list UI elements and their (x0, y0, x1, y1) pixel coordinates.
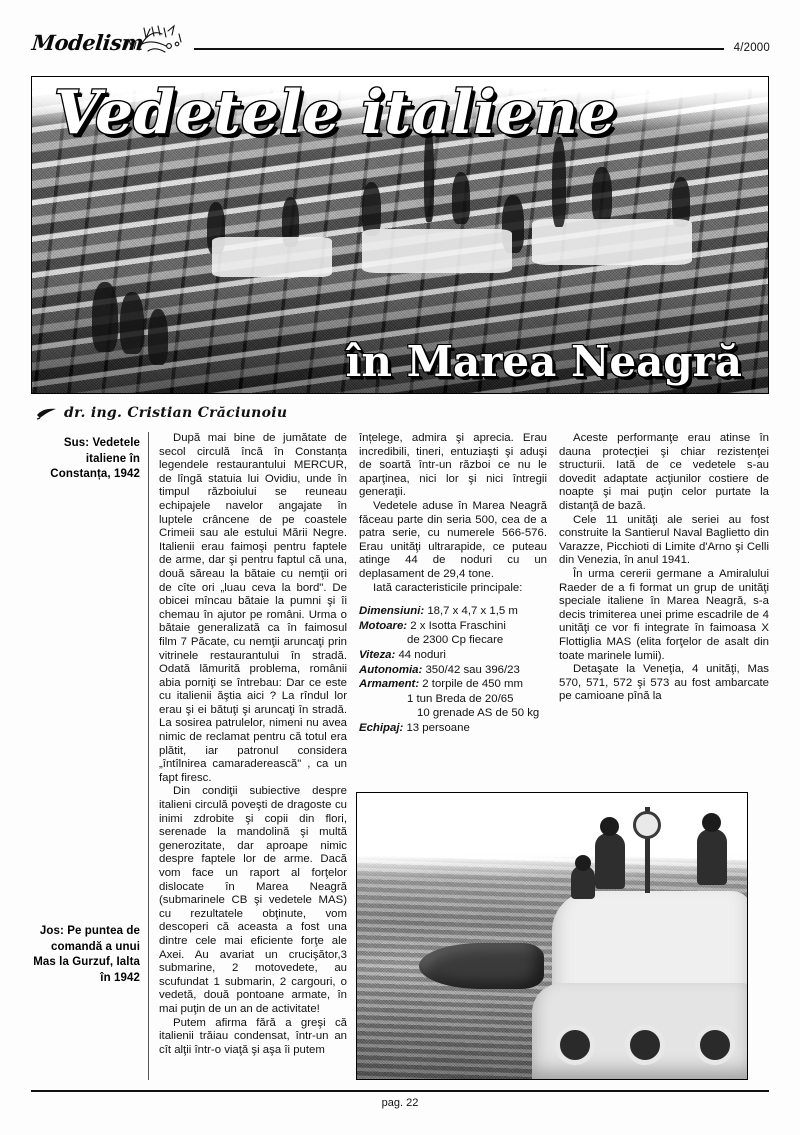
photo-porthole (695, 1025, 735, 1065)
bottom-photo-frame (356, 792, 748, 1080)
spec-label: Dimensiuni: (359, 605, 425, 618)
pen-nib-icon (36, 406, 58, 420)
paragraph: După mai bine de jumătate de secol circulă încă în Constanța legendele restaurantului MERCUR, de lîngă statuia lui Ovidiu, unde în timpul războiului se reuneau echipajele navelor angajate în luptele crâncene de pe coastele Crimeii sau ale estului Mării Negre. Italienii erau faimoşi pentru faptele de arme, dar şi pentru faptul că una, două săreau la bătaie cu nemţii ori de cîte ori „luau ceva la bord". De obicei mîncau bătaie la pumni şi îi chemau în ajutor pe români. Urma o bătaie generalizată ca în faimosul film 7 Păcate, cu nemţii aruncaţi prin vitrinele restaurantului în stradă. Odată lămurită problema, românii abia porniţi se întrebau: Dar ce este cu italienii ăştia aici ? La rîndul lor erau şi ei bătuţi şi aruncaţi în stradă. La sosirea patrulelor, nimeni nu avea nimic de reclamat pentru că totul era plătit, iar patronul considera „întîlnirea camaraderească" , ca un fapt firesc. (159, 432, 347, 784)
spec-value: 44 noduri (395, 648, 446, 661)
issue-number: 4/2000 (733, 42, 770, 54)
photo-crew-head (702, 813, 721, 832)
spec-value-continued: de 2300 Cp fiecare (407, 634, 504, 647)
photo-crew-member (595, 833, 625, 889)
spec-label: Autonomia: (359, 663, 423, 676)
byline (36, 405, 287, 421)
article-subtitle: în Marea Neagră (345, 337, 742, 386)
photo-caption-top: Sus: Vedetele italiene în Constanța, 1942 (50, 437, 140, 480)
page-number: pag. 22 (381, 1097, 419, 1109)
spec-value: 2 torpile de 450 mm (419, 678, 523, 691)
spec-row (359, 648, 547, 663)
caption-sidebar (31, 432, 149, 1080)
spec-value-continued: 1 tun Breda de 20/65 (407, 692, 514, 705)
spec-row (359, 721, 547, 736)
text-column-2 (359, 432, 547, 735)
spec-value: 350/42 sau 396/23 (422, 663, 520, 676)
photo-torpedo (419, 943, 544, 989)
paragraph: Cele 11 unităţi ale seriei au fost construite la Santierul Naval Baglietto din Varazze, Picchioti di Limite d'Arno şi Celli din Venezia, în anul 1941. (559, 513, 769, 567)
spec-row (359, 677, 547, 692)
paragraph: Vedetele aduse în Marea Neagră făceau parte din seria 500, cea de a patra serie, cu numerele 566-576. Erau unităţi ultrarapide, ce puteau atinge 44 de noduri cu un deplasament de 29,4 tone. (359, 499, 547, 580)
spec-value: 2 x Isotta Fraschini (407, 619, 506, 632)
spec-value: 13 persoane (403, 721, 470, 734)
masthead (30, 22, 770, 68)
masthead-divider (194, 48, 724, 50)
paragraph: Din condiţii subiective despre italieni circulă poveşti de dragoste cu inimi zdrobite şi copii din flori, serenade la mandolină şi multă generozitate, dar aproape nimic despre faptele lor de arme. Dacă vom face un raport al forţelor dislocate în Marea Neagră (submarinele CB şi vedetele MAS) cu rezultatele obţinute, vom descoperi că aceasta a fost una dintre cele mai eficiente forţe ale Axei. Au avariat un crucişător,3 submarine, 2 motovedete, au scufundat 1 submarin, 2 cargouri, o vedetă, două pontoane armate, în mai puţin de un an de activitate! (159, 785, 347, 1015)
photo-crew-member (697, 829, 727, 885)
spec-row (359, 604, 547, 619)
photo-crew-head (575, 855, 591, 871)
spec-row (359, 663, 547, 678)
spec-label: Echipaj: (359, 721, 404, 734)
paragraph: Iată caracteristicile principale: (373, 581, 523, 594)
byline-author: dr. ing. Cristian Crăciunoiu (64, 405, 288, 421)
magazine-logo-text: Modelism (30, 30, 145, 55)
spec-value-continued: 10 grenade AS de 50 kg (417, 707, 540, 720)
photo-porthole (625, 1025, 665, 1065)
article-title: Vedetele italiene (54, 78, 617, 148)
text-column-3 (559, 432, 769, 704)
spec-label: Viteza: (359, 648, 396, 661)
spec-row (359, 619, 547, 634)
text-column-1 (159, 432, 347, 1057)
photo-searchlight (633, 811, 661, 839)
photo-crew-head (600, 817, 619, 836)
hero-photo-frame (31, 76, 769, 394)
paragraph: înțelege, admira şi aprecia. Erau incredibili, tineri, entuziaşti şi aduşi de soartă într-un război ce nu le aparţinea, nici lor şi nici întregii generaţii. (359, 432, 547, 499)
spec-label: Armament: (359, 678, 420, 691)
spec-value: 18,7 x 4,7 x 1,5 m (424, 605, 518, 618)
paragraph: Putem afirma fără a greşi că italienii trăiau condensat, într-un an cît alţii într-o viaţă şi aşa îi putem (159, 1016, 347, 1056)
spec-label: Motoare: (359, 619, 408, 632)
paragraph: Detaşate la Veneţia, 4 unităţi, Mas 570, 571, 572 şi 573 au fost ambarcate pe camioane pînă la (559, 663, 769, 703)
photo-caption-bottom: Jos: Pe puntea de comandă a unui Mas la Gurzuf, Ialta în 1942 (33, 925, 140, 984)
specifications-list (359, 604, 547, 735)
photo-porthole (555, 1025, 595, 1065)
magazine-logo (30, 22, 190, 68)
paragraph: În urma cererii germane a Amiralului Raeder de a fi format un grup de unităţi speciale italiene în Marea Neagră, s-a decis trimiterea unei prime escadrile de 4 unităţi ce vor fi integrate în faimoasa X Flottiglia MAS (elita forţelor de asalt din toate marinele lumii). (559, 567, 769, 662)
paragraph: Aceste performanţe erau atinse în dauna protecţiei şi chiar rezistenţei structurii. Iată de ce vedetele s-au dovedit adaptate acţiunilor costiere de noapte şi mai puţin celor purtate la distanţă de bază. (559, 432, 769, 512)
footer-divider (31, 1090, 769, 1092)
